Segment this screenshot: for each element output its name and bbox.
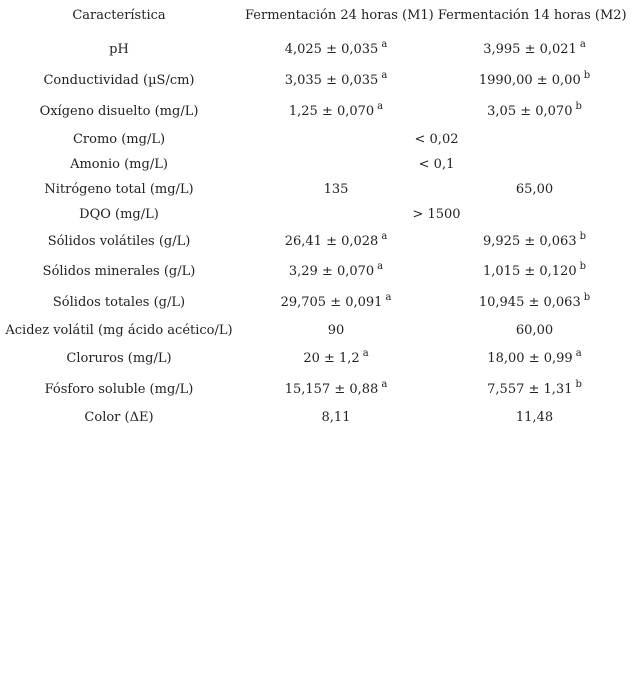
- row-label: Cromo (mg/L): [72, 132, 166, 147]
- m1-value: 1,25 ± 0,070 $^a$: [288, 101, 384, 119]
- m2-value: 10,945 ± 0,063 $^b$: [478, 292, 591, 310]
- table-row: [0, 96, 635, 127]
- m2-value: 18,00 ± 0,99 $^a$: [487, 348, 582, 366]
- m1-value: 26,41 ± 0,028 $^a$: [284, 231, 388, 249]
- m1-value: 90: [327, 323, 345, 338]
- m2-value: 1,015 ± 0,120 $^b$: [483, 261, 586, 279]
- m1-value: 8,11: [321, 410, 351, 425]
- table-row: [0, 374, 635, 405]
- table-row: [0, 202, 635, 227]
- header-row: [0, 0, 635, 34]
- m2-value: 3,05 ± 0,070 $^b$: [487, 101, 582, 119]
- table-row: [0, 405, 635, 430]
- table-row: [0, 256, 635, 287]
- m2-value: 65,00: [515, 182, 554, 197]
- table-row: [0, 343, 635, 374]
- row-label: Sólidos totales (g/L): [52, 295, 186, 310]
- row-label: Fósforo soluble (mg/L): [44, 382, 194, 397]
- row-label: pH: [109, 42, 129, 57]
- table-row: [0, 34, 635, 65]
- merged-value: < 0,1: [418, 157, 455, 172]
- m2-value: 7,557 ± 1,31 $^b$: [487, 379, 582, 397]
- table-row: [0, 127, 635, 152]
- row-label: DQO (mg/L): [79, 207, 159, 222]
- row-label: Sólidos minerales (g/L): [42, 264, 196, 279]
- row-label: Sólidos volátiles (g/L): [47, 234, 191, 249]
- header-m1: Fermentación 24 horas (M1): [245, 8, 434, 23]
- m1-value: 3,29 ± 0,070 $^a$: [288, 261, 384, 279]
- m1-value: 29,705 ± 0,091 $^a$: [280, 292, 392, 310]
- table-row: [0, 227, 635, 256]
- m1-value: 15,157 ± 0,88 $^a$: [284, 379, 388, 397]
- row-label: Nitrógeno total (mg/L): [44, 182, 194, 197]
- m1-value: 3,035 ± 0,035 $^a$: [284, 70, 388, 88]
- table-row: [0, 177, 635, 202]
- row-label: Amonio (mg/L): [70, 157, 168, 172]
- header-samples: [238, 0, 635, 34]
- merged-value: > 1500: [412, 207, 461, 222]
- table-row: [0, 65, 635, 96]
- row-label: Oxígeno disuelto (mg/L): [39, 104, 199, 119]
- table-row: [0, 152, 635, 177]
- m1-value: 135: [323, 182, 349, 197]
- m2-value: 11,48: [515, 410, 554, 425]
- m2-value: 1990,00 ± 0,00 $^b$: [478, 70, 591, 88]
- table-row: [0, 287, 635, 318]
- table-row: [0, 318, 635, 343]
- m2-value: 3,995 ± 0,021 $^a$: [483, 39, 586, 57]
- m1-value: 20 ± 1,2 $^a$: [303, 348, 369, 366]
- row-label: Cloruros (mg/L): [66, 351, 172, 366]
- header-m2: Fermentación 14 horas (M2): [437, 8, 627, 23]
- merged-value: < 0,02: [414, 132, 459, 147]
- header-characteristic: Característica: [72, 8, 166, 23]
- row-label: Acidez volátil (mg ácido acético/L): [5, 323, 233, 338]
- row-label: Conductividad (µS/cm): [43, 73, 195, 88]
- m2-value: 60,00: [515, 323, 554, 338]
- m1-value: 4,025 ± 0,035 $^a$: [284, 39, 388, 57]
- m2-value: 9,925 ± 0,063 $^b$: [483, 231, 586, 249]
- row-label: Color (ΔE): [84, 410, 154, 425]
